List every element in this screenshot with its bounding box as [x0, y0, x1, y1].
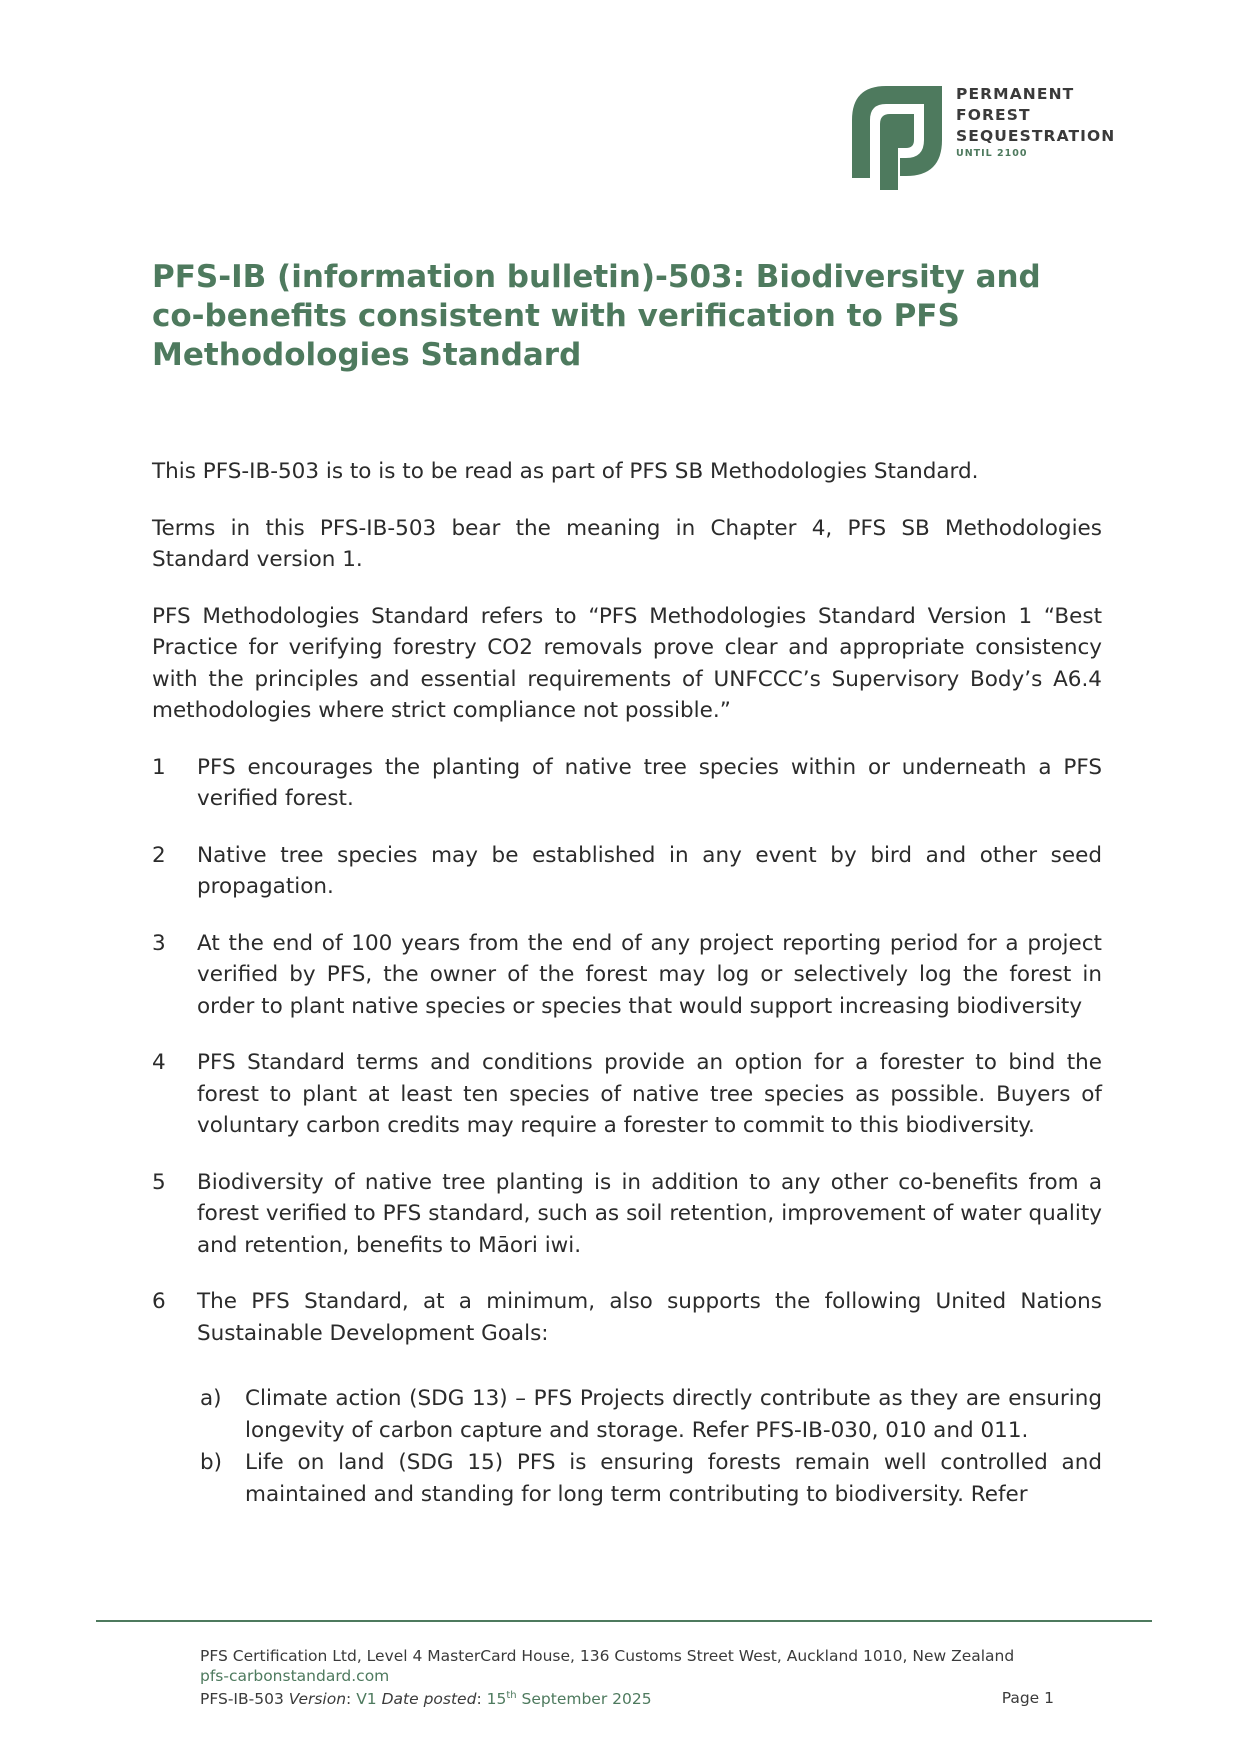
numbered-item-2: [152, 840, 1102, 903]
item-number: 6: [152, 1289, 166, 1314]
logo-tagline: UNTIL 2100: [956, 148, 1028, 159]
item-text: Biodiversity of native tree planting is in addition to any other co-benefits from a forest verified to PFS standard, such as soil retention, improvement of water quality and retention, benefits to Māori iwi.: [197, 1169, 1102, 1258]
item-text: The PFS Standard, at a minimum, also supports the following United Nations Sustainable Development Goals:: [197, 1289, 1102, 1346]
sub-item-a: [200, 1383, 1102, 1446]
item-text: At the end of 100 years from the end of any project reporting period for a project verified by PFS, the owner of the forest may log or selectively log the forest in order to plant native species or species that would support increasing biodiversity: [197, 930, 1102, 1019]
pfs-logo: [850, 84, 1130, 194]
logo-line-2: FOREST: [956, 106, 1031, 124]
footer-date-day: 15: [486, 1690, 507, 1709]
item-number: 4: [152, 1050, 166, 1075]
document-title: PFS-IB (information bulletin)-503: Biodiversity and co-benefits consistent with verification to PFS Methodologies Standard: [152, 259, 1041, 373]
item-number: 1: [152, 754, 166, 780]
item-number: 2: [152, 842, 166, 868]
pfs-logo-mark-icon: [850, 84, 944, 192]
page-number: Page 1: [1001, 1689, 1054, 1707]
sdg-sub-list: [152, 1383, 1102, 1510]
item-text: PFS encourages the planting of native tree species within or underneath a PFS verified forest.: [197, 754, 1102, 811]
logo-line-1: PERMANENT: [956, 85, 1075, 103]
footer-date-rest: September 2025: [521, 1690, 652, 1709]
footer-date-label: Date posted: [381, 1690, 477, 1709]
footer-date: [487, 1690, 652, 1708]
sub-item-letter: a): [200, 1386, 222, 1411]
footer-doc-info: PFS-IB-503 Version: V1 Date posted: 15th September 2025: [200, 1690, 652, 1709]
sub-item-text: Climate action (SDG 13) – PFS Projects directly contribute as they are ensuring longevity of carbon capture and storage. Refer PFS-IB-030, 010 and 011.: [245, 1386, 1102, 1443]
numbered-item-6: [152, 1286, 1102, 1349]
footer-version-label: Version: [288, 1690, 347, 1709]
intro-paragraph-3: PFS Methodologies Standard refers to “PFS Methodologies Standard Version 1 “Best Practice for verifying forestry CO2 removals prove clear and appropriate consistency with the principles and essential requirements of UNFCCC’s Supervisory Body’s A6.4 methodologies where strict compliance not possible.”: [152, 603, 1102, 723]
footer-date-suffix: th: [506, 1690, 517, 1701]
sub-item-b: [200, 1447, 1102, 1510]
footer-version: V1: [356, 1690, 377, 1709]
intro-paragraph-2: Terms in this PFS-IB-503 bear the meaning in Chapter 4, PFS SB Methodologies Standard version 1.: [152, 515, 1102, 572]
footer-doc-id: PFS-IB-503: [200, 1690, 284, 1709]
footer-divider: [96, 1620, 1152, 1622]
item-text: PFS Standard terms and conditions provide an option for a forester to bind the forest to plant at least ten species of native tree species as possible. Buyers of voluntary carbon credits may require a forester to commit to this biodiversity.: [197, 1050, 1102, 1138]
item-number: 3: [152, 930, 166, 956]
item-text: Native tree species may be established in any event by bird and other seed propagation.: [197, 842, 1102, 899]
numbered-item-5: [152, 1167, 1102, 1262]
logo-wordmark: [956, 84, 1115, 161]
page-footer: [200, 1646, 1054, 1709]
footer-address: PFS Certification Ltd, Level 4 MasterCard House, 136 Customs Street West, Auckland 1010, New Zealand: [200, 1647, 1015, 1665]
footer-meta-row: [200, 1686, 1054, 1709]
document-body: [152, 456, 1102, 1511]
sub-item-letter: b): [200, 1450, 223, 1475]
footer-website-link[interactable]: pfs-carbonstandard.com: [200, 1667, 390, 1685]
numbered-item-4: [152, 1047, 1102, 1142]
item-number: 5: [152, 1169, 166, 1195]
numbered-item-3: [152, 928, 1102, 1023]
logo-line-3: SEQUESTRATION: [956, 127, 1116, 145]
numbered-item-1: [152, 752, 1102, 815]
intro-paragraph-1: This PFS-IB-503 is to is to be read as part of PFS SB Methodologies Standard.: [152, 459, 979, 484]
sub-item-text: Life on land (SDG 15) PFS is ensuring forests remain well controlled and maintained and standing for long term contributing to biodiversity. Refer: [245, 1450, 1102, 1507]
